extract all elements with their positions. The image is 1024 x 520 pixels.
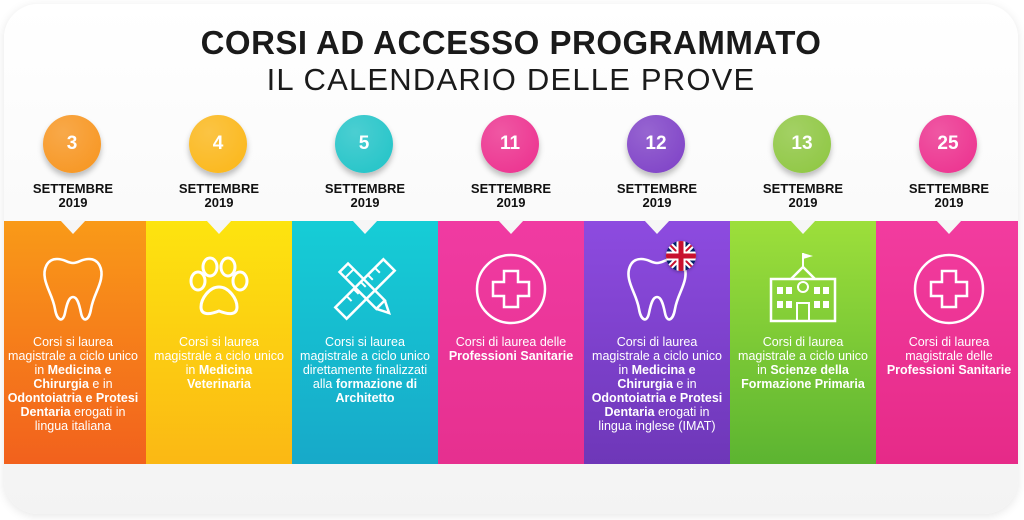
timeline-column	[4, 4, 146, 514]
course-description	[882, 335, 1016, 377]
date-month: SETTEMBRE	[762, 181, 844, 196]
course-text: Corsi di laurea magistrale a ciclo unico in	[592, 335, 722, 377]
course-description	[152, 335, 286, 391]
date-day-badge: 4	[189, 115, 247, 173]
paw-icon	[179, 249, 259, 329]
date-label	[292, 182, 438, 210]
pointer-notch	[60, 220, 86, 234]
medical-cross-icon	[909, 249, 989, 329]
date-label	[438, 182, 584, 210]
uk-flag-icon	[666, 241, 696, 271]
date-month: SETTEMBRE	[32, 181, 114, 196]
pointer-notch	[936, 220, 962, 234]
timeline-column	[876, 4, 1018, 514]
date-year: 2019	[788, 195, 818, 210]
course-panel	[730, 221, 876, 464]
timeline-column	[438, 4, 584, 514]
page-subtitle: IL CALENDARIO DELLE PROVE	[266, 62, 756, 97]
timeline-column	[146, 4, 292, 514]
pointer-notch	[206, 220, 232, 234]
course-panel	[438, 221, 584, 464]
course-name-bold: Scienze della Formazione Primaria	[741, 363, 865, 391]
course-panel	[4, 221, 146, 464]
date-year: 2019	[58, 195, 88, 210]
school-building-icon	[763, 249, 843, 329]
course-name-bold: Medicina e Chirurgia	[617, 363, 696, 391]
date-label	[876, 182, 1018, 210]
date-month: SETTEMBRE	[616, 181, 698, 196]
infographic-card	[4, 4, 1018, 514]
course-name-bold: Medicina e Chirurgia	[33, 363, 112, 391]
date-month: SETTEMBRE	[178, 181, 260, 196]
course-panel	[584, 221, 730, 464]
date-year: 2019	[496, 195, 526, 210]
course-text: Corsi di laurea delle	[455, 335, 567, 349]
course-description	[590, 335, 724, 433]
pointer-notch	[790, 220, 816, 234]
date-year: 2019	[204, 195, 234, 210]
course-panel	[876, 221, 1018, 464]
course-name-bold: Odontoiatria e Protesi Dentaria	[591, 391, 723, 419]
date-day-badge: 5	[335, 115, 393, 173]
date-label	[584, 182, 730, 210]
pointer-notch	[498, 220, 524, 234]
course-description	[444, 335, 578, 363]
course-text: Corsi si laurea magistrale a ciclo unico direttamente finalizzati alla	[300, 335, 430, 391]
ruler-pencil-icon	[325, 249, 405, 329]
pointer-notch	[644, 220, 670, 234]
timeline-column	[584, 4, 730, 514]
timeline-column	[292, 4, 438, 514]
course-text: Corsi di laurea magistrale delle	[905, 335, 993, 363]
date-day-badge: 12	[627, 115, 685, 173]
course-text: Corsi di laurea magistrale a ciclo unico in	[738, 335, 868, 377]
date-day-badge: 11	[481, 115, 539, 173]
medical-cross-icon	[471, 249, 551, 329]
date-day-badge: 13	[773, 115, 831, 173]
course-name-bold: Odontoiatria e Protesi Dentaria	[7, 391, 139, 419]
course-description	[6, 335, 140, 433]
page-title: CORSI AD ACCESSO PROGRAMMATO	[200, 24, 822, 61]
timeline-column	[730, 4, 876, 514]
date-day-badge: 3	[43, 115, 101, 173]
date-month: SETTEMBRE	[470, 181, 552, 196]
course-text: erogati in lingua italiana	[34, 405, 126, 433]
date-year: 2019	[934, 195, 964, 210]
course-name-bold: formazione di Architetto	[335, 377, 418, 405]
date-label	[146, 182, 292, 210]
date-label	[730, 182, 876, 210]
date-year: 2019	[350, 195, 380, 210]
course-panel	[146, 221, 292, 464]
course-name-bold: Medicina Veterinaria	[187, 363, 253, 391]
course-description	[736, 335, 870, 391]
tooth-icon	[33, 249, 113, 329]
date-year: 2019	[642, 195, 672, 210]
date-month: SETTEMBRE	[908, 181, 990, 196]
pointer-notch	[352, 220, 378, 234]
date-month: SETTEMBRE	[324, 181, 406, 196]
course-text: e in	[672, 377, 697, 391]
date-day-badge: 25	[919, 115, 977, 173]
course-text: Corsi si laurea magistrale a ciclo unico in	[8, 335, 138, 377]
course-name-bold: Professioni Sanitarie	[448, 349, 574, 363]
course-text: Corsi si laurea magistrale a ciclo unico in	[154, 335, 284, 377]
course-text: erogati in lingua inglese (IMAT)	[598, 405, 716, 433]
course-description	[298, 335, 432, 405]
course-panel	[292, 221, 438, 464]
course-name-bold: Professioni Sanitarie	[886, 363, 1012, 377]
course-text: e in	[88, 377, 113, 391]
date-label	[4, 182, 146, 210]
